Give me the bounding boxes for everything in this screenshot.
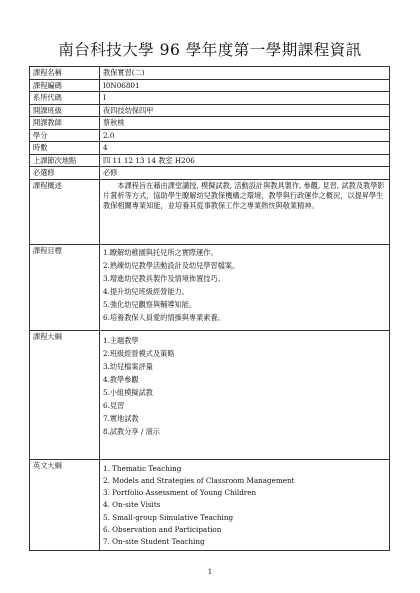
- field-label: 學分: [30, 129, 100, 142]
- list-item: 6.培養教保人員愛的情操與專業素養。: [103, 312, 225, 322]
- field-value: 必修: [100, 167, 390, 180]
- list-item: 4.提升幼兒班級經營能力。: [103, 286, 189, 296]
- list-item: 8.試教分享 / 演示: [103, 427, 160, 437]
- field-row: [30, 67, 390, 80]
- list-item: 7.實地試教: [103, 414, 139, 424]
- list-item: 4.教學參觀: [103, 374, 139, 384]
- list-item: 5.強化幼兒觀察與輔導知能。: [103, 299, 197, 309]
- field-row: [30, 167, 390, 180]
- field-label: 開課教師: [30, 117, 100, 130]
- field-label: 時數: [30, 142, 100, 155]
- english-outline-list: [100, 459, 390, 550]
- page-number: 1: [207, 568, 213, 576]
- field-label: 上課節次地點: [30, 154, 100, 167]
- list-item: 6.見習: [103, 400, 125, 410]
- course-info-table: [29, 66, 390, 551]
- list-item: 1.瞭解幼稚園與托兒所之實際運作。: [103, 247, 218, 257]
- list-item: 5. Small-group Simulative Teaching: [103, 512, 234, 522]
- list-item: 2.熟練幼兒教學活動設計及幼兒學習檔案。: [103, 260, 240, 270]
- outline-list: [100, 330, 390, 459]
- field-value: 夜四技幼保四甲: [100, 104, 390, 117]
- field-value: 教保實習(二): [100, 67, 390, 80]
- outline-label: 課程大綱: [30, 330, 100, 459]
- field-label: 課程編碼: [30, 79, 100, 92]
- field-value: I: [100, 92, 390, 105]
- field-row: [30, 154, 390, 167]
- english-outline-row: [30, 459, 390, 550]
- field-row: [30, 79, 390, 92]
- field-label: 必選修: [30, 167, 100, 180]
- field-row: [30, 117, 390, 130]
- list-item: 3.幼兒檔案評量: [103, 361, 153, 371]
- field-label: 系所代碼: [30, 92, 100, 105]
- field-row: [30, 92, 390, 105]
- page-title: 南台科技大學 96 學年度第一學期課程資訊: [58, 41, 362, 59]
- list-item: 2. Models and Strategies of Classroom Management: [103, 475, 295, 485]
- english-outline-label: 英文大綱: [30, 459, 100, 550]
- list-item: 4. On-site Visits: [103, 500, 161, 510]
- objectives-row: [30, 244, 390, 330]
- list-item: 3.增進幼兒教具製作及情境佈置技巧。: [103, 273, 225, 283]
- field-row: [30, 142, 390, 155]
- outline-row: [30, 330, 390, 459]
- field-value: 蔡秋桃: [100, 117, 390, 130]
- list-item: 2.班級經營模式及策略: [103, 348, 175, 358]
- list-item: 1.主題教學: [103, 335, 139, 345]
- list-item: 1. Thematic Teaching: [103, 463, 182, 473]
- field-rows: [30, 67, 390, 180]
- list-item: 3. Portfolio Assessment of Young Children: [103, 488, 257, 498]
- field-value: I0N06801: [100, 79, 390, 92]
- list-item: 7. On-site Student Teaching: [103, 537, 205, 547]
- field-value: 四 11 12 13 14 教室 H206: [100, 154, 390, 167]
- overview-label: 課程概述: [30, 179, 100, 244]
- field-value: 2.0: [100, 129, 390, 142]
- overview-text: 本課程旨在藉由課堂講授, 模擬試教, 活動設計與教具製作, 參觀, 見習, 試教及教學影片賞析等方式，協助學生瞭解幼兒教保機構之環境，教學與行政運作之概況，以提昇學生教保相關專業知能，並培養其從事教保工作之專業熱忱與敬業精神。: [100, 179, 390, 244]
- field-row: [30, 104, 390, 117]
- objectives-label: 課程目標: [30, 244, 100, 330]
- overview-row: [30, 179, 390, 244]
- list-item: 5.小組模擬試教: [103, 387, 153, 397]
- objectives-list: [100, 244, 390, 330]
- list-item: 6. Observation and Participation: [103, 524, 222, 534]
- field-value: 4: [100, 142, 390, 155]
- field-label: 課程名稱: [30, 67, 100, 80]
- field-row: [30, 129, 390, 142]
- field-label: 開課班級: [30, 104, 100, 117]
